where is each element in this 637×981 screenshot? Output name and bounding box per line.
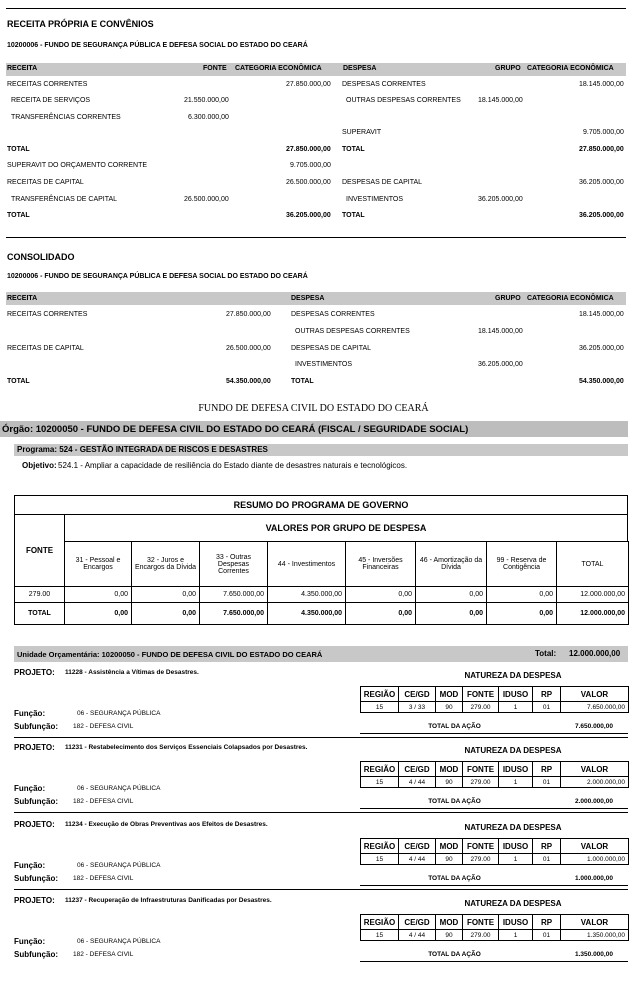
- unit-name: 10200006 - FUNDO DE SEGURANÇA PÚBLICA E DEFESA SOCIAL DO ESTADO DO CEARÁ: [7, 42, 308, 49]
- natureza-row-cell: 01: [532, 776, 561, 788]
- natureza-row-cell: 90: [435, 776, 463, 788]
- total-value: 54.350.000,00: [579, 378, 624, 385]
- natureza-header-cell: MOD: [435, 838, 463, 854]
- natureza-title: NATUREZA DA DESPESA: [464, 899, 562, 908]
- row-label: RECEITAS CORRENTES: [7, 311, 88, 318]
- total-acao-label: TOTAL DA AÇÃO: [428, 723, 481, 730]
- resumo-row-cell: 0,00: [131, 586, 200, 603]
- natureza-title: NATUREZA DA DESPESA: [464, 746, 562, 755]
- natureza-header-cell: VALOR: [560, 914, 629, 930]
- projeto-label: PROJETO:: [14, 743, 55, 752]
- natureza-row-cell: 1: [498, 776, 533, 788]
- resumo-total-cell: 0,00: [345, 602, 416, 625]
- valores-title: VALORES POR GRUPO DE DESPESA: [64, 514, 628, 542]
- natureza-row-cell: 279.00: [462, 853, 499, 865]
- unidade-total: 12.000.000,00: [569, 649, 621, 658]
- resumo-total-cell: 0,00: [64, 602, 132, 625]
- natureza-header-cell: VALOR: [560, 761, 629, 777]
- col-receita: RECEITA: [7, 65, 38, 72]
- natureza-header-cell: CE/GD: [398, 761, 436, 777]
- total-acao-value: 1.000.000,00: [575, 875, 613, 882]
- total-label: TOTAL: [7, 378, 30, 385]
- natureza-header-cell: MOD: [435, 686, 463, 702]
- natureza-header-cell: IDUSO: [498, 686, 533, 702]
- natureza-row-cell: 15: [360, 776, 399, 788]
- natureza-row-cell: 7.650.000,00: [560, 701, 629, 713]
- row-value: 36.205.000,00: [579, 179, 624, 186]
- natureza-header-cell: VALOR: [560, 838, 629, 854]
- subfuncao-label: Subfunção:: [14, 874, 58, 883]
- total-value: 27.850.000,00: [579, 146, 624, 153]
- funcao-value: 06 - SEGURANÇA PÚBLICA: [77, 862, 161, 869]
- resumo-total-cell: 7.650.000,00: [199, 602, 268, 625]
- total-acao-rule: [360, 808, 628, 809]
- col-receita: RECEITA: [7, 295, 38, 302]
- col-categoria: CATEGORIA ECONÔMICA: [235, 65, 322, 72]
- resumo-row-cell: 7.650.000,00: [199, 586, 268, 603]
- natureza-title: NATUREZA DA DESPESA: [464, 671, 562, 680]
- row-label: DESPESAS CORRENTES: [291, 311, 375, 318]
- natureza-header-cell: CE/GD: [398, 914, 436, 930]
- natureza-row-cell: 4 / 44: [398, 776, 436, 788]
- natureza-row-cell: 279.00: [462, 776, 499, 788]
- projeto-divider: [14, 812, 628, 813]
- resumo-col-header: 44 - Investimentos: [267, 541, 346, 587]
- row-value: 36.205.000,00: [579, 345, 624, 352]
- natureza-title: NATUREZA DA DESPESA: [464, 823, 562, 832]
- row-value: 36.205.000,00: [478, 361, 523, 368]
- total-acao-value: 2.000.000,00: [575, 798, 613, 805]
- natureza-row-cell: 279.00: [462, 701, 499, 713]
- funcao-value: 06 - SEGURANÇA PÚBLICA: [77, 785, 161, 792]
- total-label: TOTAL: [291, 378, 314, 385]
- natureza-header-cell: RP: [532, 914, 561, 930]
- total-acao-rule: [360, 961, 628, 962]
- natureza-row-cell: 90: [435, 929, 463, 941]
- resumo-row-cell: 4.350.000,00: [267, 586, 346, 603]
- col-despesa: DESPESA: [343, 65, 377, 72]
- funcao-value: 06 - SEGURANÇA PÚBLICA: [77, 710, 161, 717]
- resumo-col-header: 31 - Pessoal e Encargos: [64, 541, 132, 587]
- row-value: 18.145.000,00: [478, 97, 523, 104]
- row-label: OUTRAS DESPESAS CORRENTES: [346, 97, 461, 104]
- unidade-total-label: Total:: [535, 649, 557, 658]
- row-value: 6.300.000,00: [188, 114, 229, 121]
- total-label: TOTAL: [7, 212, 30, 219]
- row-value: 18.145.000,00: [579, 311, 624, 318]
- row-label: TRANSFERÊNCIAS DE CAPITAL: [11, 196, 118, 203]
- natureza-header-cell: REGIÃO: [360, 686, 399, 702]
- funcao-value: 06 - SEGURANÇA PÚBLICA: [77, 938, 161, 945]
- funcao-label: Função:: [14, 861, 46, 870]
- natureza-row-cell: 01: [532, 701, 561, 713]
- row-label: INVESTIMENTOS: [295, 361, 353, 368]
- resumo-total-cell: 0,00: [486, 602, 557, 625]
- resumo-total-cell: TOTAL: [14, 602, 65, 625]
- subfuncao-value: 182 - DEFESA CIVIL: [73, 798, 134, 805]
- resumo-col-header: TOTAL: [556, 541, 629, 587]
- col-categoria: CATEGORIA ECONÔMICA: [527, 295, 614, 302]
- resumo-col-header: 32 - Juros e Encargos da Dívida: [131, 541, 200, 587]
- total-acao-rule: [360, 885, 628, 886]
- total-acao-label: TOTAL DA AÇÃO: [428, 875, 481, 882]
- row-value: 9.705.000,00: [583, 129, 624, 136]
- row-label: RECEITAS DE CAPITAL: [7, 345, 84, 352]
- row-label: SUPERAVIT DO ORÇAMENTO CORRENTE: [7, 162, 148, 169]
- projeto-title: 11237 - Recuperação de Infraestruturas Danificadas por Desastres.: [65, 897, 272, 904]
- natureza-header-cell: MOD: [435, 914, 463, 930]
- natureza-row-cell: 01: [532, 853, 561, 865]
- resumo-col-header: 45 - Inversões Financeiras: [345, 541, 416, 587]
- fonte-header: FONTE: [14, 514, 65, 587]
- row-label: RECEITA DE SERVIÇOS: [11, 97, 91, 104]
- resumo-total-cell: 4.350.000,00: [267, 602, 346, 625]
- natureza-header-cell: FONTE: [462, 761, 499, 777]
- resumo-total-cell: 12.000.000,00: [556, 602, 629, 625]
- natureza-row-cell: 3 / 33: [398, 701, 436, 713]
- projeto-label: PROJETO:: [14, 896, 55, 905]
- programa-title: Programa: 524 - GESTÃO INTEGRADA DE RISCOS E DESASTRES: [17, 445, 268, 454]
- total-value: 36.205.000,00: [286, 212, 331, 219]
- total-acao-value: 1.350.000,00: [575, 951, 613, 958]
- row-value: 36.205.000,00: [478, 196, 523, 203]
- natureza-header-cell: REGIÃO: [360, 761, 399, 777]
- total-acao-label: TOTAL DA AÇÃO: [428, 798, 481, 805]
- subfuncao-value: 182 - DEFESA CIVIL: [73, 951, 134, 958]
- top-rule: [6, 8, 626, 9]
- natureza-header-cell: IDUSO: [498, 914, 533, 930]
- natureza-row-cell: 15: [360, 929, 399, 941]
- resumo-row-cell: 0,00: [345, 586, 416, 603]
- natureza-header-cell: MOD: [435, 761, 463, 777]
- row-value: 26.500.000,00: [226, 345, 271, 352]
- natureza-header-cell: CE/GD: [398, 838, 436, 854]
- resumo-row-cell: 12.000.000,00: [556, 586, 629, 603]
- natureza-row-cell: 1.000.000,00: [560, 853, 629, 865]
- total-value: 36.205.000,00: [579, 212, 624, 219]
- row-label: OUTRAS DESPESAS CORRENTES: [295, 328, 410, 335]
- total-acao-rule: [360, 733, 628, 734]
- natureza-header-cell: RP: [532, 838, 561, 854]
- row-label: RECEITAS DE CAPITAL: [7, 179, 84, 186]
- total-acao-value: 7.650.000,00: [575, 723, 613, 730]
- unidade-title: Unidade Orçamentária: 10200050 - FUNDO DE DEFESA CIVIL DO ESTADO DO CEARÁ: [17, 650, 323, 659]
- natureza-row-cell: 90: [435, 853, 463, 865]
- natureza-header-cell: FONTE: [462, 838, 499, 854]
- col-categoria-2: CATEGORIA ECONÔMICA: [527, 65, 614, 72]
- natureza-row-cell: 4 / 44: [398, 929, 436, 941]
- total-acao-label: TOTAL DA AÇÃO: [428, 951, 481, 958]
- row-label: TRANSFERÊNCIAS CORRENTES: [11, 114, 121, 121]
- natureza-header-cell: RP: [532, 686, 561, 702]
- projeto-title: 11228 - Assistência a Vítimas de Desastres.: [65, 669, 199, 676]
- natureza-header-cell: RP: [532, 761, 561, 777]
- page-heading: FUNDO DE DEFESA CIVIL DO ESTADO DO CEARÁ: [198, 403, 429, 414]
- row-label: SUPERAVIT: [342, 129, 382, 136]
- col-despesa: DESPESA: [291, 295, 325, 302]
- natureza-row-cell: 279.00: [462, 929, 499, 941]
- col-grupo: GRUPO: [495, 295, 521, 302]
- natureza-header-cell: IDUSO: [498, 838, 533, 854]
- row-value: 27.850.000,00: [286, 81, 331, 88]
- resumo-row-cell: 0,00: [415, 586, 487, 603]
- row-value: 26.500.000,00: [184, 196, 229, 203]
- resumo-title: RESUMO DO PROGRAMA DE GOVERNO: [14, 495, 628, 515]
- natureza-header-cell: FONTE: [462, 914, 499, 930]
- natureza-header-cell: REGIÃO: [360, 914, 399, 930]
- resumo-row-cell: 279.00: [14, 586, 65, 603]
- projeto-label: PROJETO:: [14, 820, 55, 829]
- col-fonte: FONTE: [203, 65, 227, 72]
- natureza-row-cell: 01: [532, 929, 561, 941]
- natureza-header-cell: VALOR: [560, 686, 629, 702]
- subfuncao-value: 182 - DEFESA CIVIL: [73, 723, 134, 730]
- total-value: 54.350.000,00: [226, 378, 271, 385]
- row-value: 27.850.000,00: [226, 311, 271, 318]
- total-label: TOTAL: [7, 146, 30, 153]
- natureza-row-cell: 1.350.000,00: [560, 929, 629, 941]
- resumo-col-header: 33 - Outras Despesas Correntes: [199, 541, 268, 587]
- resumo-col-header: 99 - Reserva de Contigência: [486, 541, 557, 587]
- funcao-label: Função:: [14, 784, 46, 793]
- subfuncao-value: 182 - DEFESA CIVIL: [73, 875, 134, 882]
- projeto-label: PROJETO:: [14, 668, 55, 677]
- row-value: 26.500.000,00: [286, 179, 331, 186]
- projeto-title: 11231 - Restabelecimento dos Serviços Essenciais Colapsados por Desastres.: [65, 744, 308, 751]
- funcao-label: Função:: [14, 937, 46, 946]
- resumo-col-header: 46 - Amortização da Dívida: [415, 541, 487, 587]
- projeto-title: 11234 - Execução de Obras Preventivas aos Efeitos de Desastres.: [65, 821, 268, 828]
- orgao-title: Órgão: 10200050 - FUNDO DE DEFESA CIVIL DO ESTADO DO CEARÁ (FISCAL / SEGURIDADE SOCIAL): [2, 424, 469, 435]
- natureza-header-cell: FONTE: [462, 686, 499, 702]
- row-value: 21.550.000,00: [184, 97, 229, 104]
- resumo-row-cell: 0,00: [64, 586, 132, 603]
- total-value: 27.850.000,00: [286, 146, 331, 153]
- total-label: TOTAL: [342, 212, 365, 219]
- projeto-divider: [14, 889, 628, 890]
- row-value: 18.145.000,00: [579, 81, 624, 88]
- natureza-row-cell: 1: [498, 853, 533, 865]
- subfuncao-label: Subfunção:: [14, 797, 58, 806]
- row-value: 9.705.000,00: [290, 162, 331, 169]
- row-label: DESPESAS DE CAPITAL: [291, 345, 372, 352]
- natureza-row-cell: 1: [498, 701, 533, 713]
- row-label: DESPESAS CORRENTES: [342, 81, 426, 88]
- natureza-row-cell: 15: [360, 701, 399, 713]
- section-title: RECEITA PRÓPRIA E CONVÊNIOS: [7, 19, 154, 29]
- projeto-divider: [14, 737, 628, 738]
- natureza-row-cell: 4 / 44: [398, 853, 436, 865]
- row-label: DESPESAS DE CAPITAL: [342, 179, 423, 186]
- resumo-total-cell: 0,00: [415, 602, 487, 625]
- natureza-header-cell: REGIÃO: [360, 838, 399, 854]
- unit-name: 10200006 - FUNDO DE SEGURANÇA PÚBLICA E DEFESA SOCIAL DO ESTADO DO CEARÁ: [7, 273, 308, 280]
- natureza-header-cell: CE/GD: [398, 686, 436, 702]
- resumo-total-cell: 0,00: [131, 602, 200, 625]
- natureza-row-cell: 90: [435, 701, 463, 713]
- resumo-row-cell: 0,00: [486, 586, 557, 603]
- divider: [6, 237, 626, 238]
- row-label: RECEITAS CORRENTES: [7, 81, 88, 88]
- total-label: TOTAL: [342, 146, 365, 153]
- funcao-label: Função:: [14, 709, 46, 718]
- subfuncao-label: Subfunção:: [14, 950, 58, 959]
- col-grupo: GRUPO: [495, 65, 521, 72]
- objetivo-label: Objetivo:: [22, 461, 57, 470]
- natureza-row-cell: 15: [360, 853, 399, 865]
- row-label: INVESTIMENTOS: [346, 196, 404, 203]
- natureza-header-cell: IDUSO: [498, 761, 533, 777]
- natureza-row-cell: 1: [498, 929, 533, 941]
- subfuncao-label: Subfunção:: [14, 722, 58, 731]
- section-title: CONSOLIDADO: [7, 252, 75, 262]
- objetivo-text: 524.1 - Ampliar a capacidade de resiliência do Estado diante de desastres naturais e tecnológicos.: [58, 461, 408, 470]
- natureza-row-cell: 2.000.000,00: [560, 776, 629, 788]
- row-value: 18.145.000,00: [478, 328, 523, 335]
